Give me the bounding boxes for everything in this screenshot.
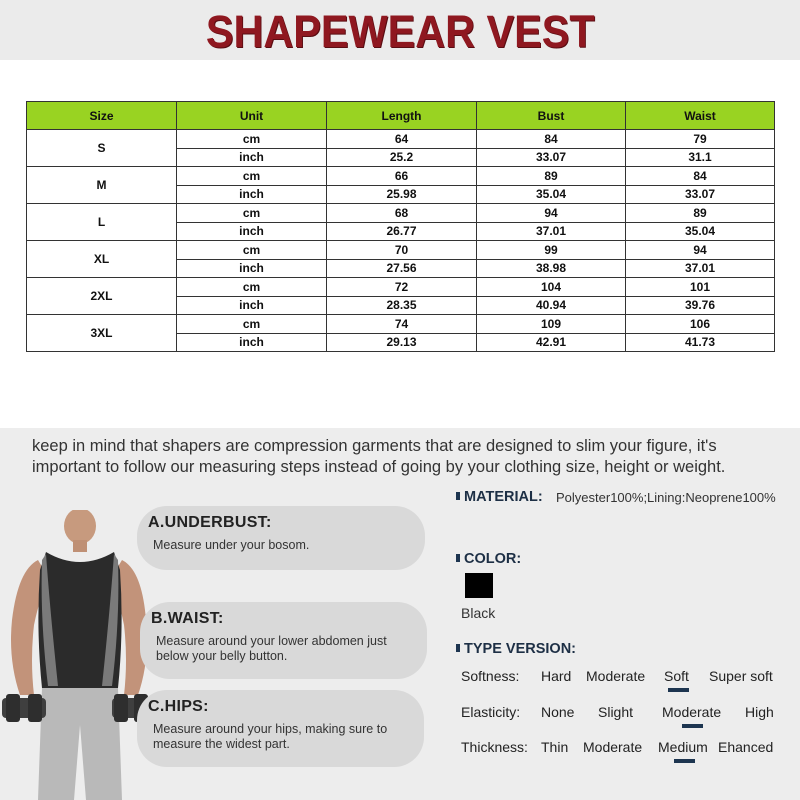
unit-cell: cm bbox=[177, 204, 327, 223]
waist-cell: 31.1 bbox=[626, 148, 775, 167]
waist-cell: 106 bbox=[626, 315, 775, 334]
elasticity-option: None bbox=[541, 704, 575, 720]
unit-cell: inch bbox=[177, 259, 327, 278]
waist-heading: B.WAIST: bbox=[151, 610, 224, 627]
table-row bbox=[27, 278, 775, 297]
table-row bbox=[27, 241, 775, 260]
bust-cell: 33.07 bbox=[477, 148, 626, 167]
waist-cell: 41.73 bbox=[626, 333, 775, 352]
table-row bbox=[27, 167, 775, 186]
measuring-intro bbox=[32, 436, 792, 478]
bust-cell: 94 bbox=[477, 204, 626, 223]
length-cell: 25.2 bbox=[327, 148, 477, 167]
unit-cell: inch bbox=[177, 333, 327, 352]
length-cell: 72 bbox=[327, 278, 477, 297]
thickness-option: Ehanced bbox=[718, 739, 774, 755]
bust-cell: 109 bbox=[477, 315, 626, 334]
length-cell: 29.13 bbox=[327, 333, 477, 352]
size-label: M bbox=[27, 167, 177, 204]
thickness-option-selected: Medium bbox=[658, 739, 708, 755]
waist-cell: 89 bbox=[626, 204, 775, 223]
bust-cell: 99 bbox=[477, 241, 626, 260]
thickness-option: Moderate bbox=[583, 739, 643, 755]
softness-option: Moderate bbox=[586, 668, 646, 684]
header-length: Length bbox=[327, 102, 477, 130]
elasticity-option: Slight bbox=[598, 704, 634, 720]
size-label: L bbox=[27, 204, 177, 241]
length-cell: 25.98 bbox=[327, 185, 477, 204]
waist-desc-line: below your belly button. bbox=[156, 649, 288, 663]
bust-cell: 38.98 bbox=[477, 259, 626, 278]
elasticity-option: High bbox=[745, 704, 774, 720]
bullet-icon bbox=[456, 554, 460, 562]
underbust-desc-line: Measure under your bosom. bbox=[153, 538, 310, 552]
unit-cell: inch bbox=[177, 148, 327, 167]
underbust-card bbox=[137, 506, 425, 570]
unit-cell: cm bbox=[177, 278, 327, 297]
underbust-heading: A.UNDERBUST: bbox=[148, 514, 272, 531]
unit-cell: inch bbox=[177, 296, 327, 315]
size-label: 3XL bbox=[27, 315, 177, 352]
size-label: S bbox=[27, 130, 177, 167]
elasticity-selected-marker bbox=[682, 724, 703, 728]
header-bust: Bust bbox=[477, 102, 626, 130]
waist-cell: 39.76 bbox=[626, 296, 775, 315]
type-version-label: TYPE VERSION: bbox=[464, 641, 576, 657]
length-cell: 70 bbox=[327, 241, 477, 260]
length-cell: 26.77 bbox=[327, 222, 477, 241]
header-waist: Waist bbox=[626, 102, 775, 130]
thickness-option: Thin bbox=[541, 739, 569, 755]
length-cell: 27.56 bbox=[327, 259, 477, 278]
elasticity-label: Elasticity: bbox=[461, 704, 521, 720]
thickness-selected-marker bbox=[674, 759, 695, 763]
thickness-label: Thickness: bbox=[461, 739, 528, 755]
hips-description bbox=[153, 722, 387, 752]
color-name: Black bbox=[461, 605, 496, 621]
color-swatch-black bbox=[465, 573, 493, 598]
size-chart-table bbox=[26, 101, 775, 352]
title-banner bbox=[0, 0, 800, 60]
table-row bbox=[27, 130, 775, 149]
underbust-description bbox=[153, 538, 309, 553]
waist-cell: 94 bbox=[626, 241, 775, 260]
unit-cell: inch bbox=[177, 222, 327, 241]
bust-cell: 37.01 bbox=[477, 222, 626, 241]
color-label: COLOR: bbox=[464, 551, 522, 567]
bullet-icon bbox=[456, 644, 460, 652]
table-row bbox=[27, 315, 775, 334]
bust-cell: 104 bbox=[477, 278, 626, 297]
unit-cell: cm bbox=[177, 315, 327, 334]
unit-cell: inch bbox=[177, 185, 327, 204]
waist-cell: 35.04 bbox=[626, 222, 775, 241]
length-cell: 66 bbox=[327, 167, 477, 186]
waist-description bbox=[156, 634, 387, 664]
waist-desc-line: Measure around your lower abdomen just bbox=[156, 634, 387, 648]
size-label: XL bbox=[27, 241, 177, 278]
waist-cell: 33.07 bbox=[626, 185, 775, 204]
size-label: 2XL bbox=[27, 278, 177, 315]
length-cell: 74 bbox=[327, 315, 477, 334]
unit-cell: cm bbox=[177, 241, 327, 260]
header-unit: Unit bbox=[177, 102, 327, 130]
waist-cell: 79 bbox=[626, 130, 775, 149]
waist-cell: 37.01 bbox=[626, 259, 775, 278]
bust-cell: 84 bbox=[477, 130, 626, 149]
unit-cell: cm bbox=[177, 130, 327, 149]
softness-option-selected: Soft bbox=[664, 668, 689, 684]
table-header-row bbox=[27, 102, 775, 130]
length-cell: 28.35 bbox=[327, 296, 477, 315]
material-value: Polyester100%;Lining:Neoprene100% bbox=[556, 490, 776, 505]
hips-card bbox=[137, 690, 424, 767]
header-size: Size bbox=[27, 102, 177, 130]
bust-cell: 42.91 bbox=[477, 333, 626, 352]
waist-cell: 84 bbox=[626, 167, 775, 186]
unit-cell: cm bbox=[177, 167, 327, 186]
hips-desc-line: measure the widest part. bbox=[153, 737, 290, 751]
softness-option: Hard bbox=[541, 668, 572, 684]
bust-cell: 40.94 bbox=[477, 296, 626, 315]
softness-label: Softness: bbox=[461, 668, 520, 684]
length-cell: 64 bbox=[327, 130, 477, 149]
softness-selected-marker bbox=[668, 688, 689, 692]
intro-line: important to follow our measuring steps instead of going by your clothing size, height or weight. bbox=[32, 458, 726, 476]
bust-cell: 89 bbox=[477, 167, 626, 186]
type-version-heading bbox=[456, 640, 576, 658]
color-heading bbox=[456, 550, 521, 568]
material-heading bbox=[456, 488, 543, 506]
elasticity-option-selected: Moderate bbox=[662, 704, 722, 720]
hips-desc-line: Measure around your hips, making sure to bbox=[153, 722, 388, 736]
page-title: SHAPEWEAR VEST bbox=[205, 6, 595, 57]
waist-cell: 101 bbox=[626, 278, 775, 297]
intro-line: keep in mind that shapers are compression garments that are designed to slim your figure, it's bbox=[32, 437, 717, 455]
length-cell: 68 bbox=[327, 204, 477, 223]
bust-cell: 35.04 bbox=[477, 185, 626, 204]
bullet-icon bbox=[456, 492, 460, 500]
material-label: MATERIAL: bbox=[464, 489, 543, 505]
table-row bbox=[27, 204, 775, 223]
waist-card bbox=[140, 602, 427, 679]
model-photo bbox=[0, 510, 150, 800]
hips-heading: C.HIPS: bbox=[148, 698, 209, 715]
softness-option: Super soft bbox=[709, 668, 773, 684]
